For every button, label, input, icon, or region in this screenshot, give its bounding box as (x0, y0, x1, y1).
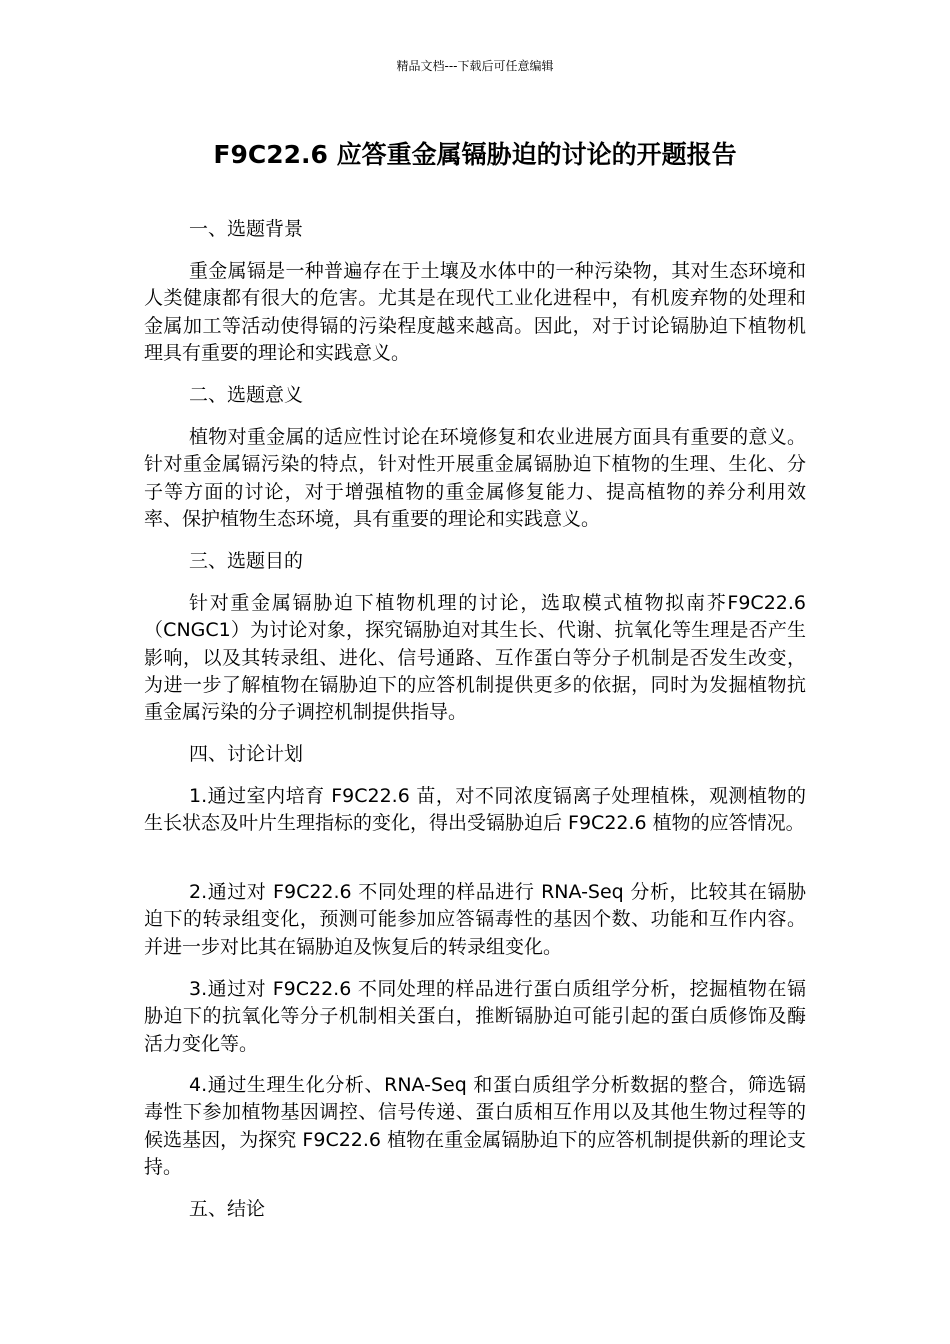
paragraph-purpose: 针对重金属镉胁迫下植物机理的讨论，选取模式植物拟南芥F9C22.6（CNGC1）为讨论对象，探究镉胁迫对其生长、代谢、抗氧化等生理是否产生影响，以及其转录组、进化、信号通路、互作蛋白等分子机制是否发生改变，为进一步了解植物在镉胁迫下的应答机制提供更多的依据，同时为发掘植物抗重金属污染的分子调控机制提供指导。 (144, 592, 806, 724)
plan-item-1: 1.通过室内培育 F9C22.6 苗，对不同浓度镉离子处理植株，观测植物的生长状态及叶片生理指标的变化，得出受镉胁迫后 F9C22.6 植物的应答情况。 (144, 785, 806, 835)
section-heading-purpose: 三、选题目的 (189, 550, 304, 572)
paragraph-background: 重金属镉是一种普遍存在于土壤及水体中的一种污染物，其对生态环境和人类健康都有很大的危害。尤其是在现代工业化进程中，有机废弃物的处理和金属加工等活动使得镉的污染程度越来越高。因此，对于讨论镉胁迫下植物机理具有重要的理论和实践意义。 (144, 260, 806, 364)
page-header: 精品文档---下载后可任意编辑 (396, 59, 554, 73)
paragraph-significance: 植物对重金属的适应性讨论在环境修复和农业进展方面具有重要的意义。针对重金属镉污染的特点，针对性开展重金属镉胁迫下植物的生理、生化、分子等方面的讨论，对于增强植物的重金属修复能力、提高植物的养分利用效率、保护植物生态环境，具有重要的理论和实践意义。 (144, 426, 806, 530)
section-heading-conclusion: 五、结论 (189, 1198, 266, 1220)
document-title: F9C22.6 应答重金属镉胁迫的讨论的开题报告 (213, 140, 737, 169)
plan-item-3: 3.通过对 F9C22.6 不同处理的样品进行蛋白质组学分析，挖掘植物在镉胁迫下的抗氧化等分子机制相关蛋白，推断镉胁迫可能引起的蛋白质修饰及酶活力变化等。 (144, 978, 806, 1055)
section-heading-plan: 四、讨论计划 (189, 743, 304, 765)
plan-item-4: 4.通过生理生化分析、RNA-Seq 和蛋白质组学分析数据的整合，筛选镉毒性下参加植物基因调控、信号传递、蛋白质相互作用以及其他生物过程等的候选基因，为探究 F9C22.6 植物在重金属镉胁迫下的应答机制提供新的理论支持。 (144, 1074, 806, 1178)
plan-item-2: 2.通过对 F9C22.6 不同处理的样品进行 RNA-Seq 分析，比较其在镉胁迫下的转录组变化，预测可能参加应答镉毒性的基因个数、功能和互作内容。并进一步对比其在镉胁迫及恢复后的转录组变化。 (144, 881, 806, 958)
section-heading-significance: 二、选题意义 (189, 384, 304, 406)
section-heading-background: 一、选题背景 (189, 218, 304, 240)
